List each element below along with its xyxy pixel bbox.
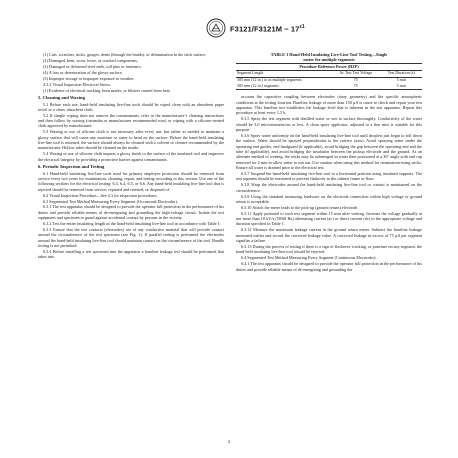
paragraph: 4.3.2 Visual Inspection Electrical Stress: [43,81,111,87]
table-cell: 75 [353,77,358,83]
table-cell: 305 mm (12 in.) to as multiple segments [237,77,302,83]
paragraph: 6.2 Visual Inspection Procedure—See 4.3 for inspection procedures. [43,192,158,198]
paragraph: 6.4.1 The test apparatus should be designed to provide the operator full protection in the performance of his duties and provide reliable means of de-energizing and grounding the [236,261,422,272]
paragraph: 6.3.7 Suspend the hand-held insulating live-line tool in a horizontal position using insulated supports. The test segment should be tensioned to prevent flashover to the cabinet frame or floor. [236,170,422,182]
paragraph: (1) Evidence of electrical tracking, burn marks, or blisters caused from heat. [43,87,171,93]
paragraph: 6.3.11 Apply potential to each test segment within 15 min after wetting. Increase the voltage gradually at not more than 10 kV/s (50/60 Hz) alternating current (ac) or direct current (dc) to the appropriate voltage and duration specified in Table 1. [236,210,422,227]
paragraph: 6.3.13 During the process of testing if there is a sign of flashover, tracking, or puncture on any segment, the hand-held insulating live-line tool should be rejected. [236,244,422,255]
paragraph: 6.1 Hand-held insulating live-line tools used for primary employee protection should be removed from service every two years for examination, cleaning, repair, and testing according to this section. Use one of the following sections for the electrical testing: 6.3, 6.4, 6.5, or 6.6. Any hand-held insulating live-line tool that is rejected should be removed from service, repaired and retested, or disposed of. [38,170,224,192]
paragraph: 5.1 Before each use, hand-held insulating live-line tools should be wiped clean with an absorbent paper towel or a clean, absorbent cloth. [38,101,224,112]
astm-logo-icon [206,18,226,38]
paragraph: (4) A loss or deterioration of the glossy surface, [43,69,123,75]
page-number: 2 [227,439,231,444]
table-caption-line-2: meter for multiple segments [303,57,355,62]
paragraph: 6.3.1 The test apparatus should be designed to provide the operator full protection in the performance of his duties and provide reliable means of de-energizing and grounding the high-voltage circuit. Isolate the test equipment and specimen to guard against accidental contact by persons in the vicinity. [38,204,224,221]
paragraph: 6.3 Segmented Test Method Measuring Every Segment (Occasional Electrodes): [43,198,178,204]
table-cell: 5 min [381,84,422,90]
paragraph: 5.4 Waxing or use of silicone cloth imparts a glossy finish to the surface of the insulated tool and improves the electrical integrity by providing a protective barrier against contaminants. [38,151,224,162]
test-table [236,63,422,90]
table-cell: 5 min [396,77,406,83]
table-cell: 75 [331,84,381,90]
paragraph: 6.4 Segmented Test Method Measuring Every Segment (Continuous Electrodes): [241,255,377,261]
paragraph: (5) Improper storage or improper exposure to weather. [43,75,135,81]
paragraph: 6.3.12 Measure the maximum leakage current in the ground return meter. Subtract the baseline leakage measured earlier and record the corrected leakage value. A corrected leakage in excess of 75 µA per segment signifies a failure. [236,227,422,244]
paragraph: 6.3.2 Test the entire insulating length of the hand-held insulating live-line tool in accordance with Table 1. [43,221,221,227]
paragraph: account the capacitive coupling between electrodes (stray geometry) and the specific atmospheric conditions at the testing location. Baseline leakage of more than 150 µA is cause to check and repair your test apparatus. This baseline test establishes the leakage level that is inherent in the test apparatus. Repeat this procedure at least every 1.5 h. [236,94,422,116]
right-column [236,52,422,273]
paragraph: (2) Damaged, bent, worn, loose, or cracked components, [43,57,138,63]
right-column-text [236,94,422,272]
paragraph: 5.3 Waxing or use of silicone cloth is not necessary after every use, but rather as needed to maintain a glossy surface that will cause any moisture or water to bead on the surface. Before the hand-held insulating live-line tool is returned, the surface should always be cleaned with a solvent or cleaner recommended by the manufacturer. Hollow tubes should be cleaned on the inside. [38,129,224,151]
table-col-header: Test Duration (s) [381,70,422,77]
section-heading: 5. Cleaning and Waxing [38,94,85,100]
designation-text: F3121/F3121M − 17 [230,24,300,34]
paragraph: 6.3.9 Using the standard measuring hardware on the electrode connection within high voltage or ground return is acceptable. [236,193,422,204]
table-caption-line-1: TABLE 1 Hand-Held Insulating Live-Line Tool Testing—Single [270,52,388,57]
paragraph: 6.3.5 Spray the test segment with distilled water or wet to surface thoroughly. Conductivity of the water should be 3.0 microsiemens/cm or less. A clean spray applicator, adjusted to a fine mist is suitable for this purpose. [236,116,422,133]
paragraph: 6.3.8 Wrap the electrodes around the hand-held insulating live-line tool or contact is maintained on the circumference. [236,182,422,193]
paragraph: 6.3.10 Attach the meter leads to the pick-up (ground return) electrode. [241,204,359,210]
paragraph: (1) Cuts, scratches, nicks, gouges, dents (through the braids), or delamination in the stick surface, [43,52,207,57]
paragraph: 6.3.6 Spray water uniformly on the hand-held insulating live-line tool until droplets just begin to roll down the surface. Water should be sprayed perpendicular to the surface (axis). Avoid spraying water under the operating end guides, end hardguard (if applicable), avoid bridging the gap between the operating end and the tube (if applicable), and avoid bridging the insulation between the pickup electrode and the ground. As an alternate method of wetting, the sticks may be submerged in water then positioned at a 30° angle with end cap removed for 2 min to allow water to run out. Use caution when using this method for termination-using sticks. Ensure all water is drained prior to the electrical test. [236,132,422,171]
table-col-header: Ac Test Test Voltage [331,70,381,77]
section-heading: 6. Periodic Inspection and Testing [38,164,105,170]
table-band-header: Procedure Reference Power (HZP) [236,64,422,71]
table-cell: 305 mm (12 in.) segments [236,84,331,90]
paragraph: (3) Damaged or deformed rivet ends, roll pins or fasteners, [43,63,142,69]
left-column [38,52,224,260]
table-row [236,84,422,90]
table-caption [236,52,422,62]
table-col-header: Segment Length [236,70,331,77]
standard-designation [230,24,305,34]
paragraph: 5.2 If simple wiping does not remove the contaminants, refer to the manufacturer’s cleaning instructions and then follow by waxing (carnauba or manufacturer recommended wax) or wiping with a silicone-treated cloth approved by manufacturer. [38,112,224,129]
paragraph: 6.3.3 Ensure that the test contacts (electrodes) are of any conductive material that will provide contact around the circumference of the test specimen (see Fig. 1). If parallel testing is performed the electrodes around the hand-held insulating live-line tool should maintain contact on the circumference of the tool. Bandle testing is not permitted. [38,227,224,249]
paragraph: 6.3.4 Before installing a test specimen into the apparatus a baseline leakage test should be performed that takes into [38,248,224,260]
designation-superscript: ε1 [299,24,305,30]
